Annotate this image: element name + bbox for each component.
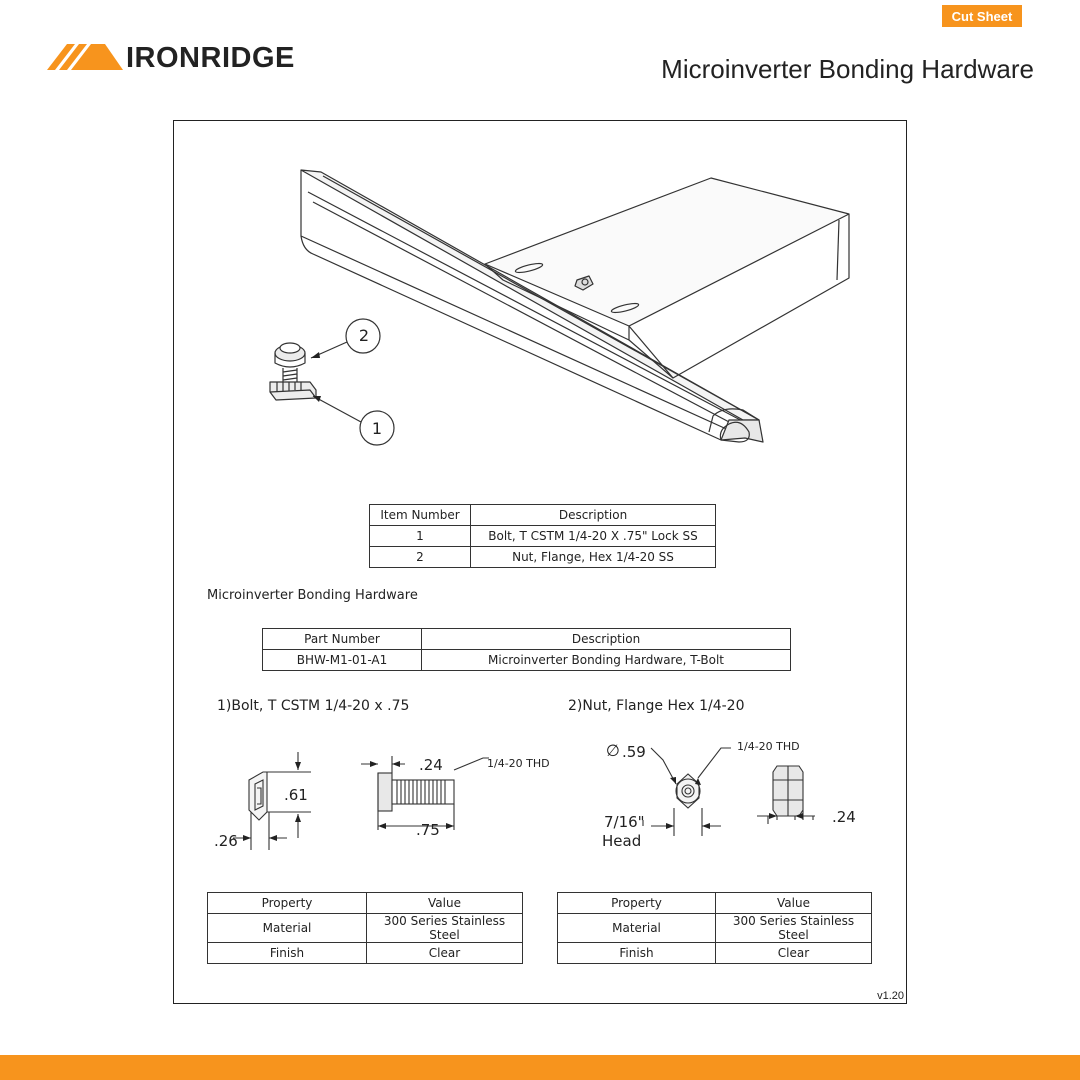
bolt-thread-label: 1/4-20 THD xyxy=(487,757,550,770)
table-row xyxy=(370,526,716,547)
footer-bar xyxy=(0,1055,1080,1080)
table-header: Description xyxy=(422,629,791,650)
bolt-title: 1)Bolt, T CSTM 1/4-20 x .75 xyxy=(217,698,410,714)
table-cell: 300 Series Stainless Steel xyxy=(716,914,872,943)
table-row xyxy=(558,943,872,964)
brand-name: IRONRIDGE xyxy=(126,42,295,74)
table-row xyxy=(208,893,523,914)
bolt-properties-table xyxy=(207,892,523,964)
bolt-height-dim: .61 xyxy=(284,786,308,804)
nut-diameter-dim: .59 xyxy=(622,743,646,761)
bolt-width-dim: .26 xyxy=(214,832,238,850)
nut-properties-table xyxy=(557,892,872,964)
table-header: Property xyxy=(208,893,367,914)
table-header: Value xyxy=(716,893,872,914)
table-cell: 2 xyxy=(370,547,471,568)
table-header: Value xyxy=(367,893,523,914)
balloon-2-label: 2 xyxy=(358,326,370,345)
table-row xyxy=(208,943,523,964)
table-cell: Nut, Flange, Hex 1/4-20 SS xyxy=(471,547,716,568)
exploded-hardware-illustration xyxy=(270,343,316,400)
nut-head-label: Head xyxy=(602,832,642,850)
nut-thread-label: 1/4-20 THD xyxy=(737,740,800,753)
table-row xyxy=(558,914,872,943)
nut-head-size-dim: 7/16" xyxy=(604,813,645,831)
table-row xyxy=(263,650,791,671)
table-cell: Finish xyxy=(558,943,716,964)
part-table xyxy=(262,628,791,671)
nut-thickness-dim: .24 xyxy=(832,808,856,826)
table-cell: 300 Series Stainless Steel xyxy=(367,914,523,943)
page-title: Microinverter Bonding Hardware xyxy=(661,54,1034,84)
table-cell: Bolt, T CSTM 1/4-20 X .75" Lock SS xyxy=(471,526,716,547)
diameter-icon: ∅ xyxy=(606,741,620,760)
table-cell: Finish xyxy=(208,943,367,964)
items-table xyxy=(369,504,716,568)
table-row xyxy=(208,914,523,943)
table-cell: Material xyxy=(208,914,367,943)
cut-sheet-badge: Cut Sheet xyxy=(942,5,1022,27)
table-cell: Clear xyxy=(716,943,872,964)
table-cell: Material xyxy=(558,914,716,943)
table-header: Description xyxy=(471,505,716,526)
table-row xyxy=(558,893,872,914)
balloon-1-label: 1 xyxy=(371,419,383,438)
table-header: Property xyxy=(558,893,716,914)
nut-title: 2)Nut, Flange Hex 1/4-20 xyxy=(568,698,745,714)
rail-illustration xyxy=(301,170,849,442)
assembly-label: Microinverter Bonding Hardware xyxy=(207,588,418,603)
table-header: Item Number xyxy=(370,505,471,526)
table-row xyxy=(370,547,716,568)
table-row xyxy=(263,629,791,650)
table-cell: 1 xyxy=(370,526,471,547)
table-cell: Clear xyxy=(367,943,523,964)
bolt-head-dim: .24 xyxy=(419,756,443,774)
bolt-length-dim: .75 xyxy=(416,821,440,839)
table-cell: BHW-M1-01-A1 xyxy=(263,650,422,671)
table-cell: Microinverter Bonding Hardware, T-Bolt xyxy=(422,650,791,671)
version-label: v1.20 xyxy=(877,990,904,1002)
table-row xyxy=(370,505,716,526)
table-header: Part Number xyxy=(263,629,422,650)
